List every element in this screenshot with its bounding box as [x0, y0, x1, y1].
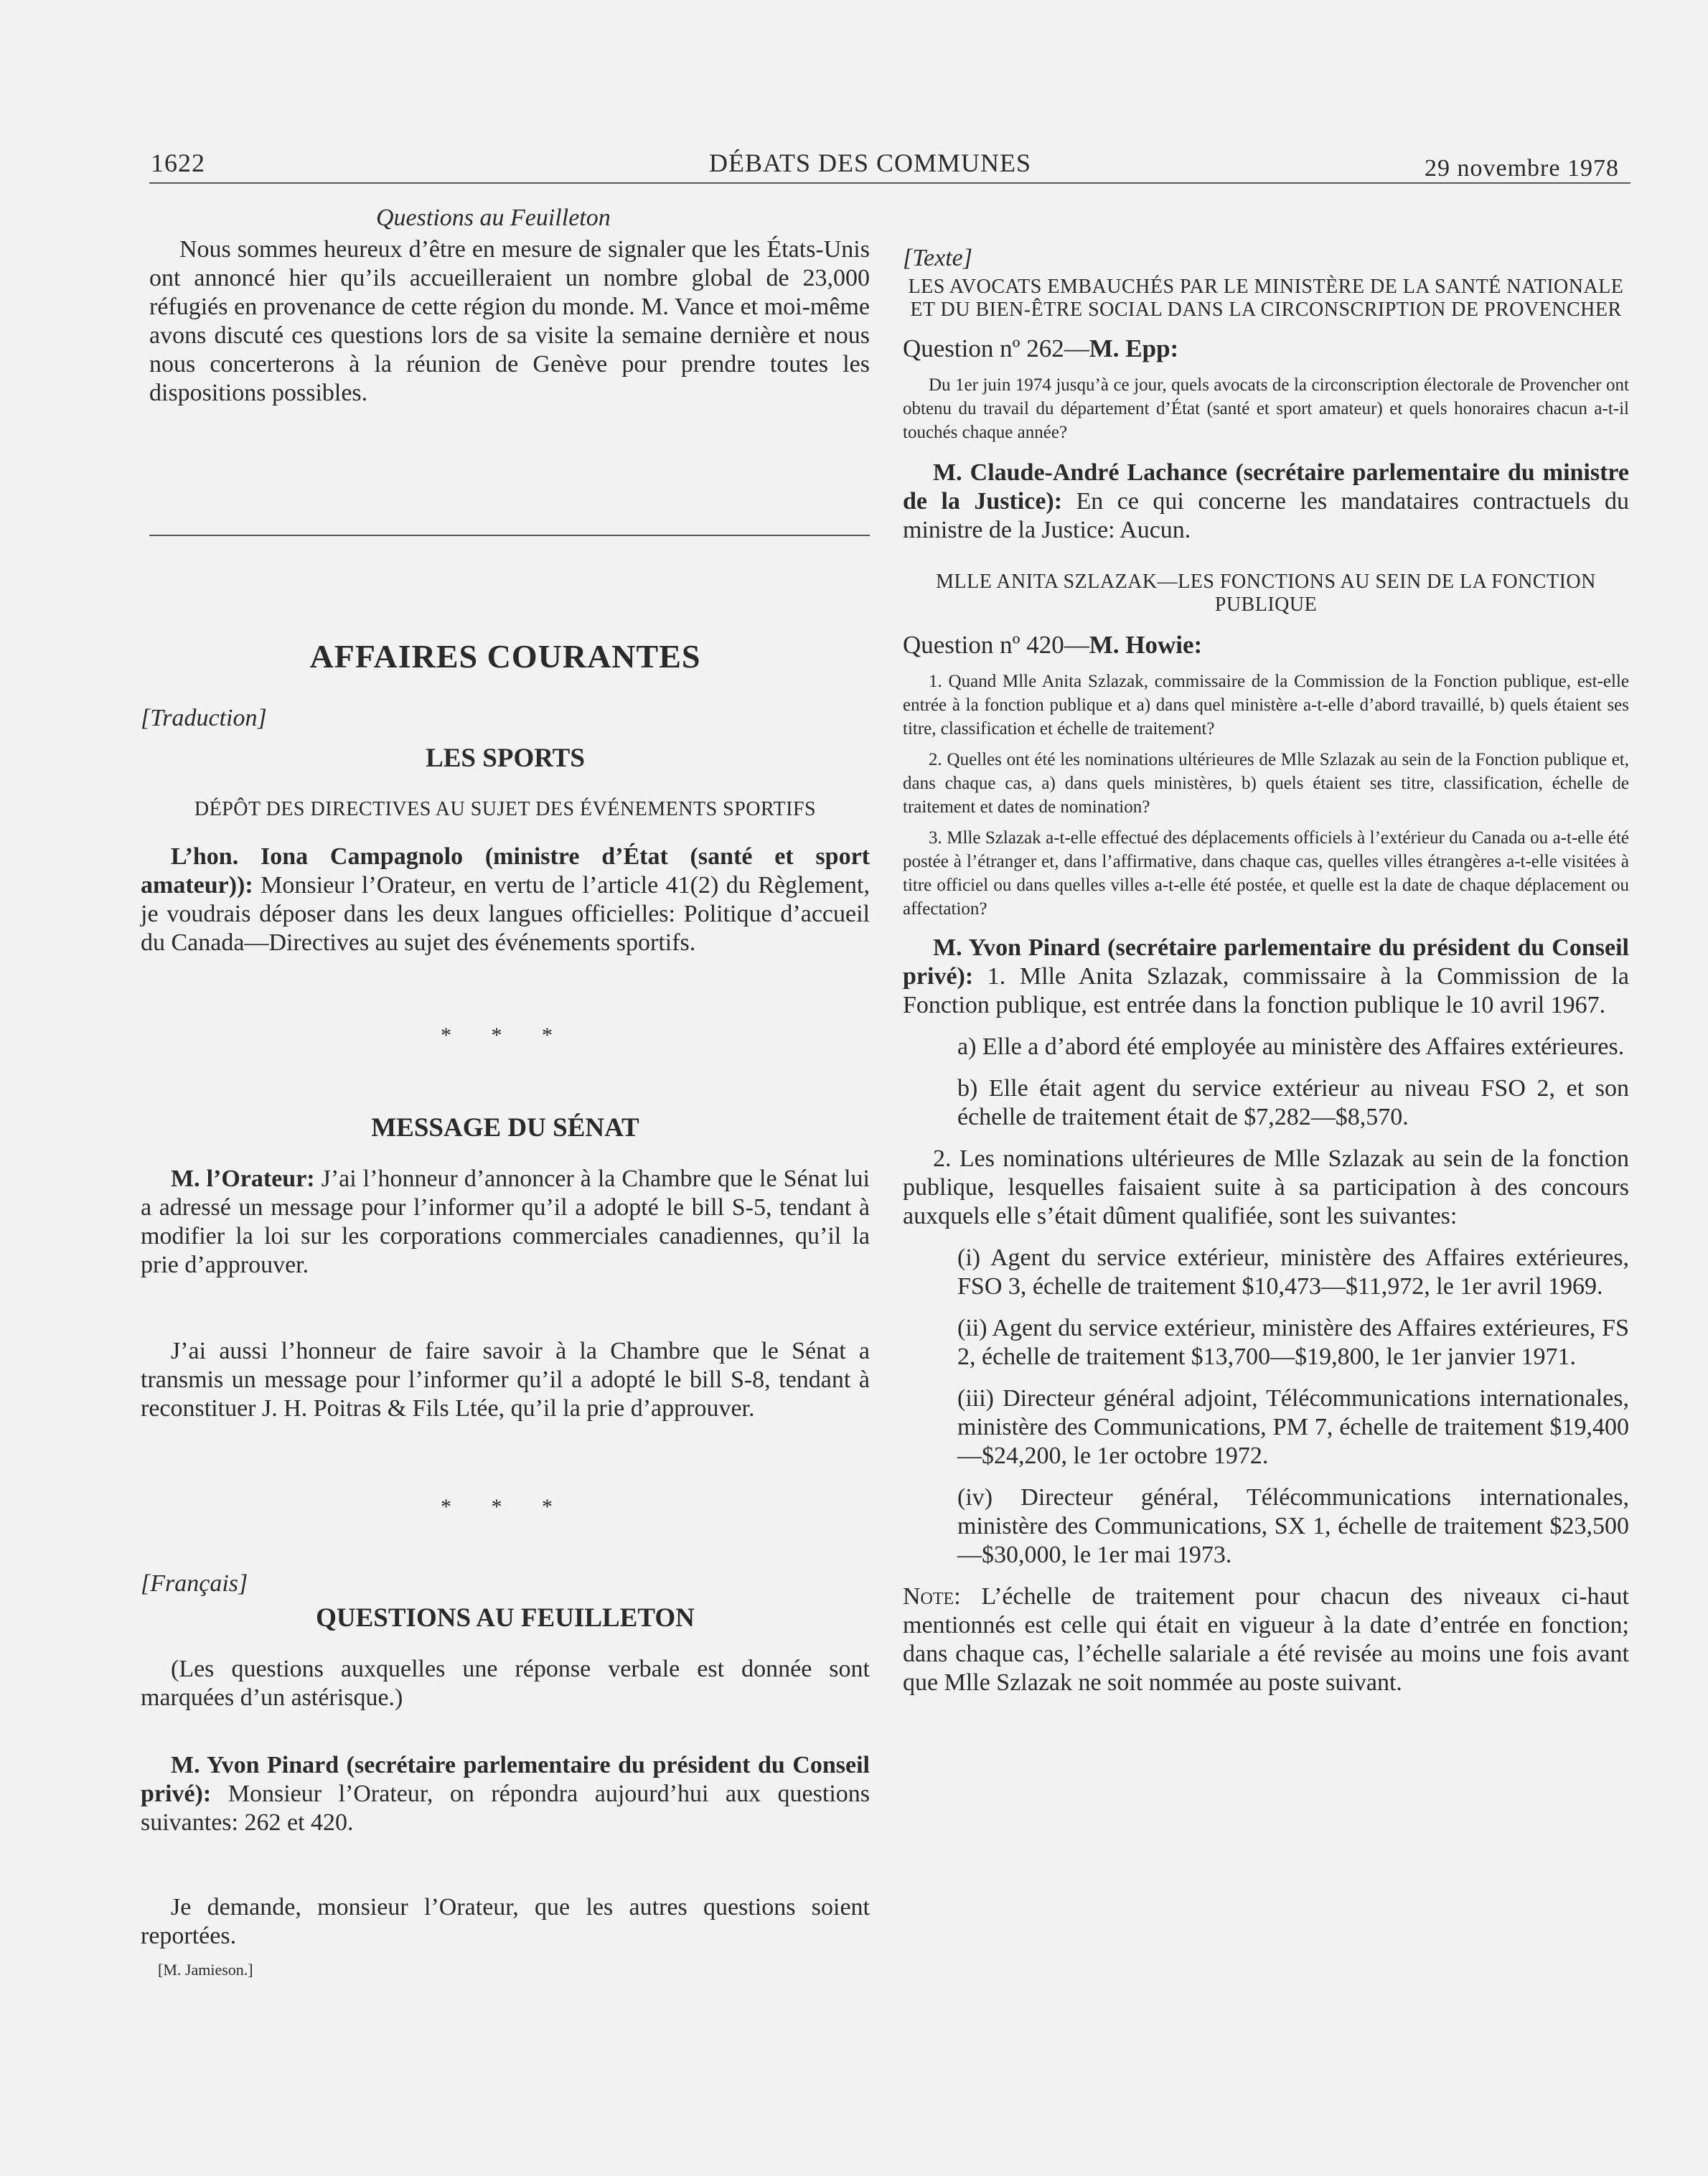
orateur-text: J’ai l’honneur d’annoncer à la Chambre que le Sénat lui a adressé un message pour l’informer qu’il a adopté le bill S-5, tendant à modifier la loi sur les corporations commerciales canadiennes, qu’il la prie d’approuver.	[141, 1166, 870, 1278]
running-head: Questions au Feuilleton	[376, 205, 611, 231]
pinard-text-left: Monsieur l’Orateur, on répondra aujourd’hui aux questions suivantes: 262 et 420.	[141, 1781, 870, 1836]
pinard-text-right: 1. Mlle Anita Szlazak, commissaire à la Commission de la Fonction publique, est entrée dans la fonction publique le 10 avril 1967.	[903, 963, 1629, 1018]
q262-member: M. Epp:	[1089, 334, 1179, 362]
sports-heading: LES SPORTS	[426, 744, 585, 773]
traduction-tag: [Traduction]	[141, 705, 267, 731]
q420-heading: MLLE ANITA SZLAZAK—LES FONCTIONS AU SEIN DE LA FONCTION PUBLIQUE	[936, 571, 1596, 616]
orateur-speaker: M. l’Orateur:	[171, 1166, 315, 1192]
section-stars-2: * * *	[441, 1495, 570, 1519]
answer-2: 2. Les nominations ultérieures de Mlle Szlazak au sein de la fonction publique, lesquelles faisaient suite à sa participation à des concours auxquels elle s’était dûment qualifiée, sont les suivantes:	[903, 1145, 1629, 1229]
note-text: L’échelle de traitement pour chacun des niveaux ci-haut mentionnés est celle qui était en vigueur à la date d’entrée en fonction; dans chaque cas, l’échelle salariale a été revisée au moins une fois avant que Mlle Szlazak ne soit nommée au poste suivant.	[903, 1583, 1629, 1696]
campagnolo-speaker: L’hon. Iona Campagnolo (ministre d’État (santé et sport amateur)):	[141, 843, 870, 899]
pinard-paragraph-right	[903, 934, 1629, 1020]
campagnolo-text: Monsieur l’Orateur, en vertu de l’article 41(2) du Règlement, je voudrais déposer dans les deux langues officielles: Politique d’accueil du Canada—Directives au sujet des événements sportifs.	[141, 872, 870, 956]
answer-b: b) Elle était agent du service extérieur au niveau FSO 2, et son échelle de traitement était de $7,282—$8,570.	[957, 1075, 1629, 1130]
sports-subheading: DÉPÔT DES DIRECTIVES AU SUJET DES ÉVÉNEMENTS SPORTIFS	[194, 798, 817, 820]
q420-label: Question nº 420—	[903, 631, 1089, 659]
affaires-courantes-section	[141, 637, 870, 1979]
section-title: AFFAIRES COURANTES	[309, 638, 701, 675]
q262-title	[903, 334, 1629, 363]
answer-item: (ii) Agent du service extérieur, ministère des Affaires extérieures, FS 2, échelle de traitement $13,700—$19,800, le 1er janvier 1971.	[957, 1315, 1629, 1370]
pinard-paragraph-left-2: Je demande, monsieur l’Orateur, que les autres questions soient reportées.	[141, 1894, 870, 1949]
issue-date: 29 novembre 1978	[1425, 155, 1619, 182]
campagnolo-paragraph	[141, 843, 870, 957]
pinard-speaker-left: M. Yvon Pinard (secrétaire parlementaire du président du Conseil privé):	[141, 1752, 870, 1807]
pinard-speaker-right: M. Yvon Pinard (secrétaire parlementaire du président du Conseil privé):	[903, 934, 1629, 990]
salary-note	[903, 1582, 1629, 1697]
answer-item: (i) Agent du service extérieur, ministère des Affaires extérieures, FSO 3, échelle de traitement $10,473—$11,972, le 1er avril 1969.	[957, 1244, 1629, 1300]
note-label: Note:	[903, 1583, 961, 1610]
q420-item: 3. Mlle Szlazak a-t-elle effectué des déplacements officiels à l’extérieur du Canada ou a-t-elle été postée à l’étranger et, dans l’affirmative, dans chaque cas, quelles villes étrangères a-t-elle visitées à titre officiel ou dans quelles villes a-t-elle été postée, et quelle est la date de chaque déplacement ou affectation?	[903, 828, 1629, 919]
q262-heading: LES AVOCATS EMBAUCHÉS PAR LE MINISTÈRE DE LA SANTÉ NATIONALE ET DU BIEN-ÊTRE SOCIAL DANS LA CIRCONSCRIPTION DE PROVENCHER	[908, 276, 1624, 321]
footer-note: [M. Jamieson.]	[158, 1961, 253, 1979]
q420-title	[903, 631, 1629, 660]
questions-heading: QUESTIONS AU FEUILLETON	[316, 1603, 695, 1633]
q262-label: Question nº 262—	[903, 334, 1089, 362]
publication-title: DÉBATS DES COMMUNES	[709, 149, 1032, 177]
q420-item: 2. Quelles ont été les nominations ultérieures de Mlle Szlazak au sein de la Fonction publique et, dans chaque cas, a) dans quels ministères, b) quels étaient ses titre, classification, échelle de traitement et dates de nomination?	[903, 750, 1629, 817]
texte-tag: [Texte]	[903, 245, 972, 271]
orateur-paragraph-2: J’ai aussi l’honneur de faire savoir à la Chambre que le Sénat a transmis un message pour l’informer qu’il a adopté le bill S-8, tendant à reconstituer J. H. Poitras & Fils Ltée, qu’il la prie d’approuver.	[141, 1338, 870, 1422]
lachance-text: En ce qui concerne les mandataires contractuels du ministre de la Justice: Aucun.	[903, 488, 1629, 543]
pinard-paragraph-left	[141, 1751, 870, 1837]
left-column	[149, 204, 870, 408]
answer-item: (iii) Directeur général adjoint, Télécommunications internationales, ministère des Communications, PM 7, échelle de traitement $19,400—$24,200, le 1er octobre 1972.	[957, 1385, 1629, 1469]
section-stars: * * *	[441, 1023, 570, 1047]
section-divider	[149, 535, 870, 536]
questions-note: (Les questions auxquelles une réponse verbale est donnée sont marquées d’un astérisque.)	[141, 1656, 870, 1711]
header-rule	[149, 182, 1630, 184]
lachance-speaker: M. Claude-André Lachance (secrétaire parlementaire du ministre de la Justice):	[903, 459, 1629, 515]
answer-item: (iv) Directeur général, Télécommunications internationales, ministère des Communications, SX 1, échelle de traitement $23,500—$30,000, le 1er mai 1973.	[957, 1484, 1629, 1568]
francais-tag: [Français]	[141, 1570, 248, 1597]
intro-paragraph: Nous sommes heureux d’être en mesure de signaler que les États-Unis ont annoncé hier qu’ils accueilleraient un nombre global de 23,000 réfugiés en provenance de cette région du monde. M. Vance et moi-même avons discuté ces questions lors de sa visite la semaine dernière et nous nous concerterons à la réunion de Genève pour prendre toutes les dispositions possibles.	[149, 236, 870, 406]
lachance-paragraph	[903, 459, 1629, 545]
right-column	[903, 244, 1629, 1697]
answer-a: a) Elle a d’abord été employée au ministère des Affaires extérieures.	[957, 1033, 1625, 1060]
orateur-paragraph	[141, 1165, 870, 1280]
q420-item: 1. Quand Mlle Anita Szlazak, commissaire de la Commission de la Fonction publique, est-elle entrée à la fonction publique et a) dans quel ministère a-t-elle d’abord travaillé, b) quels étaient ses titre, classification et échelle de traitement?	[903, 672, 1629, 738]
q420-member: M. Howie:	[1089, 631, 1203, 659]
page-number: 1622	[151, 149, 205, 177]
q262-text: Du 1er juin 1974 jusqu’à ce jour, quels avocats de la circonscription électorale de Provencher ont obtenu du travail du département d’État (santé et sport amateur) et quels honoraires chacun a-t-il touchés chaque année?	[903, 375, 1629, 442]
senat-heading: MESSAGE DU SÉNAT	[371, 1113, 639, 1143]
